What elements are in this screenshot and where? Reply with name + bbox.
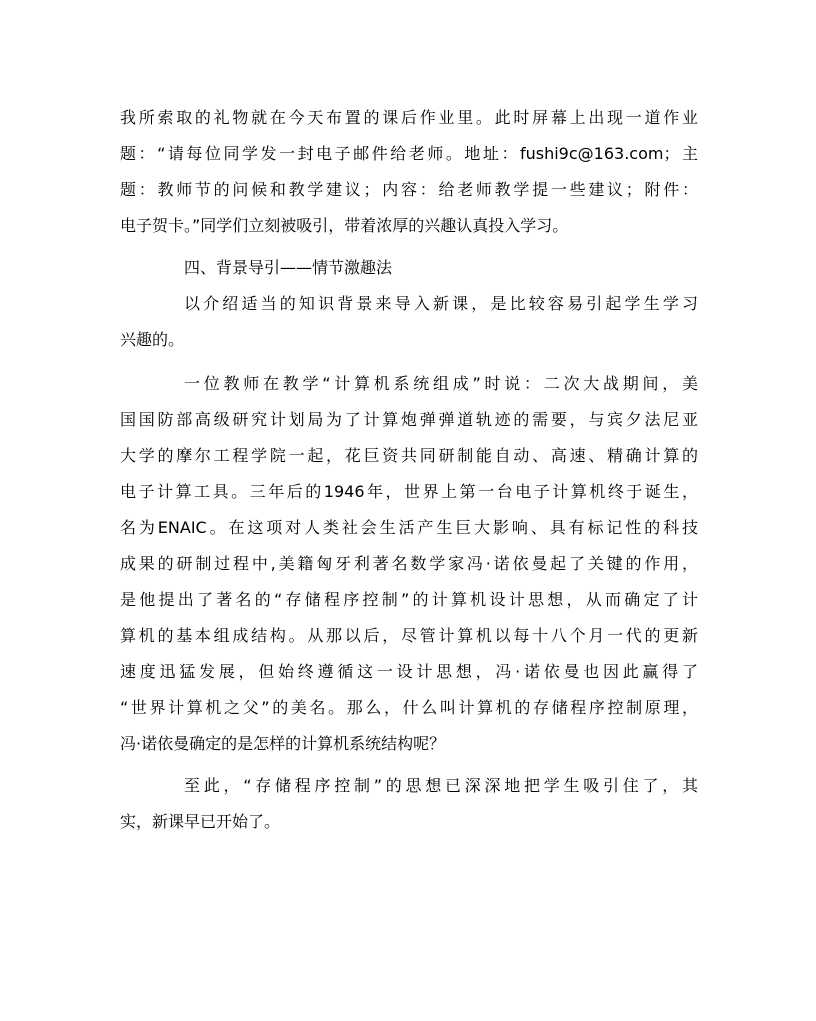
document-body	[120, 100, 698, 840]
text-line: 实，新课早已开始了。	[120, 812, 281, 831]
text-line: 电子贺卡。”同学们立刻被吸引，带着浓厚的兴趣认真投入学习。	[120, 216, 569, 235]
text-line: 是他提出了著名的“存储程序控制”的计算机设计思想，从而确定了计	[120, 590, 698, 609]
text-line: 冯·诺依曼确定的是怎样的计算机系统结构呢？	[120, 734, 446, 753]
text-line: 题：教师节的问候和教学建议；内容：给老师教学提一些建议；附件：	[120, 180, 698, 199]
text-line: 速度迅猛发展，但始终遵循这一设计思想，冯·诺依曼也因此赢得了	[120, 662, 698, 681]
text-line: 国国防部高级研究计划局为了计算炮弹弹道轨迹的需要，与宾夕法尼亚	[120, 410, 698, 429]
text-line: 题：“请每位同学发一封电子邮件给老师。地址：fushi9c@163.com；主	[120, 144, 698, 163]
text-line: “世界计算机之父”的美名。那么，什么叫计算机的存储程序控制原理，	[120, 698, 698, 717]
text-line: 大学的摩尔工程学院一起，花巨资共同研制能自动、高速、精确计算的	[120, 446, 698, 465]
text-line: 一位教师在教学“计算机系统组成”时说：二次大战期间，美	[184, 374, 698, 393]
text-line: 成果的研制过程中,美籍匈牙利著名数学家冯·诺依曼起了关键的作用，	[120, 554, 698, 573]
section-heading: 四、背景导引——情节激趣法	[184, 258, 393, 277]
text-line: 我所索取的礼物就在今天布置的课后作业里。此时屏幕上出现一道作业	[120, 108, 698, 127]
text-line: 电子计算工具。三年后的1946年，世界上第一台电子计算机终于诞生，	[120, 482, 698, 501]
text-line: 算机的基本组成结构。从那以后，尽管计算机以每十八个月一代的更新	[120, 626, 698, 645]
text-line: 兴趣的。	[120, 330, 185, 349]
text-line: 以介绍适当的知识背景来导入新课，是比较容易引起学生学习	[184, 294, 698, 313]
text-line: 名为ENAIC。在这项对人类社会生活产生巨大影响、具有标记性的科技	[120, 518, 698, 537]
text-line: 至此，“存储程序控制”的思想已深深地把学生吸引住了，其	[184, 776, 698, 795]
